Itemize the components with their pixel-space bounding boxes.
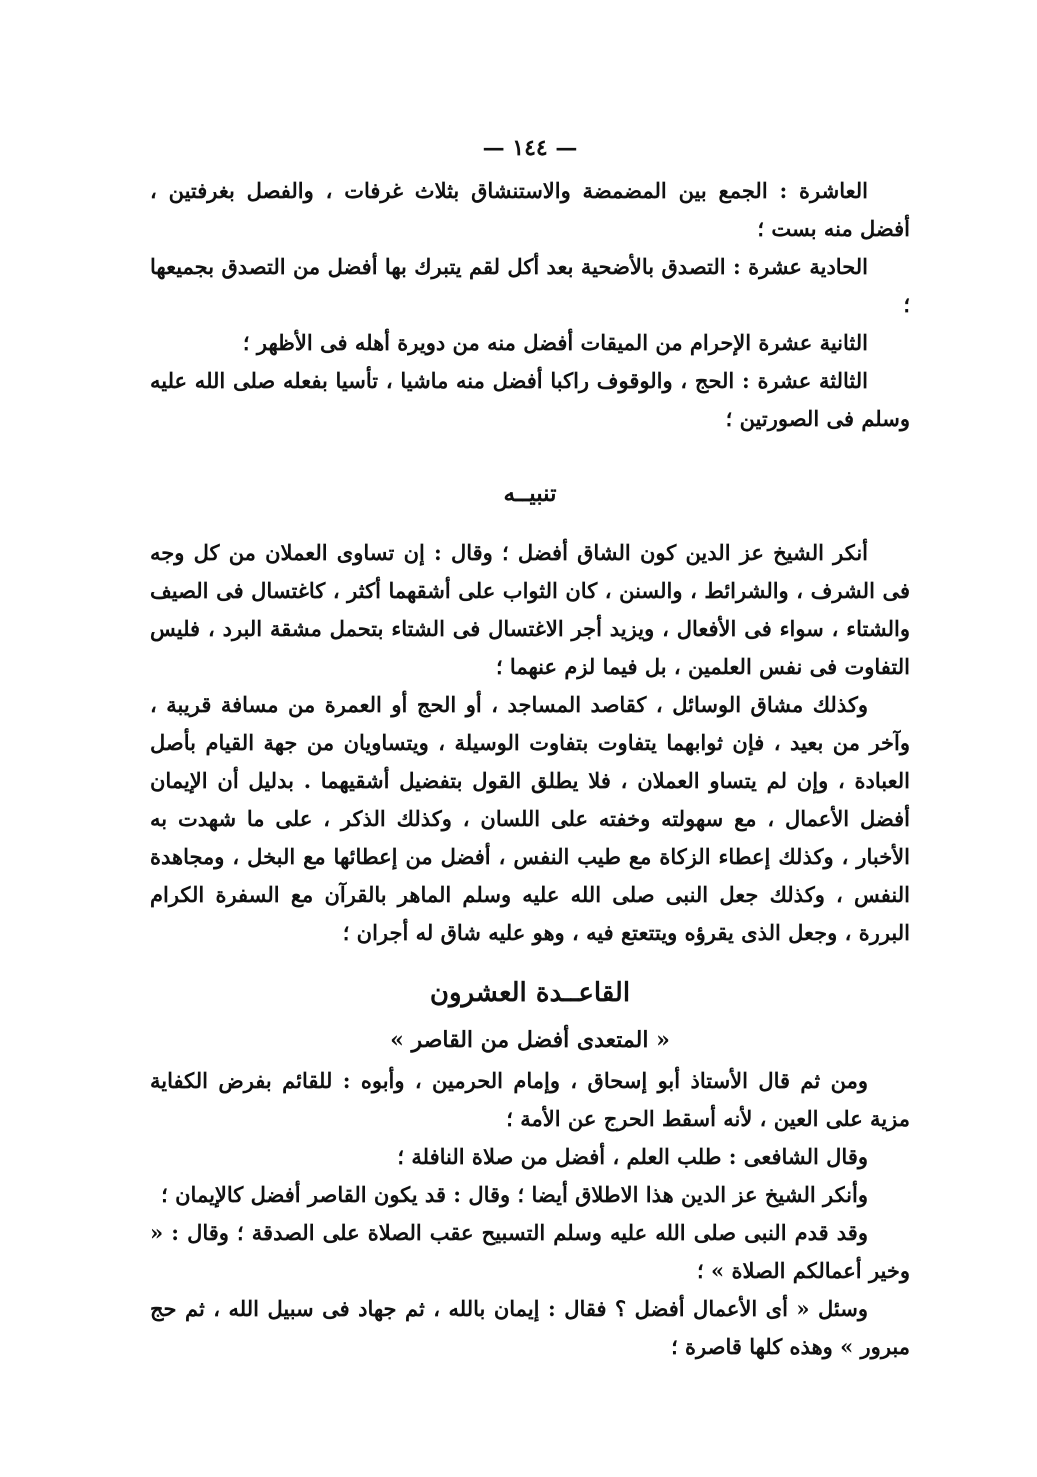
paragraph-tenth: العاشرة : الجمع بين المضمضة والاستنشاق بثلاث غرفات ، والفصل بغرفتين ، أفضل منه بست ؛ <box>150 178 910 241</box>
book-page <box>150 128 910 1428</box>
rule-paragraph: وقد قدم النبى صلى الله عليه وسلم التسبيح عقب الصلاة على الصدقة ؛ وقال : « وخير أعمالكم الصلاة » ؛ <box>150 1220 910 1283</box>
rule-section <box>150 1062 910 1366</box>
enumerated-items <box>150 172 910 438</box>
rule-paragraph: وسئل « أى الأعمال أفضل ؟ فقال : إيمان بالله ، ثم جهاد فى سبيل الله ، ثم حج مبرور » وهذه كلها قاصرة ؛ <box>150 1296 910 1359</box>
paragraph-twelfth: الثانية عشرة الإحرام من الميقات أفضل منه من دويرة أهله فى الأظهر ؛ <box>242 330 868 355</box>
page-number: — ١٤٤ — <box>482 135 578 161</box>
paragraph-eleventh: الحادية عشرة : التصدق بالأضحية بعد أكل لقم يتبرك بها أفضل من التصدق بجميعها ؛ <box>150 254 910 317</box>
note-paragraph: وكذلك مشاق الوسائل ، كقاصد المساجد ، أو الحج أو العمرة من مسافة قريبة ، وآخر من بعيد ، فإن ثوابهما يتفاوت بتفاوت الوسيلة ، ويتساويان من جهة القيام بأصل العبادة ، وإن لم يتساو العملان ، فلا يطلق القول بتفضيل أشقيهما . بدليل أن الإيمان أفضل الأعمال ، مع سهولته وخفته على اللسان ، وكذلك الذكر ، على ما شهدت به الأخبار ، وكذلك إعطاء الزكاة مع طيب النفس ، أفضل من إعطائها مع البخل ، ومجاهدة النفس ، وكذلك جعل النبى صلى الله عليه وسلم الماهر بالقرآن مع السفرة الكرام البررة ، وجعل الذى يقرؤه ويتتعتع فيه ، وهو عليه شاق له أجران ؛ <box>150 692 910 945</box>
note-section <box>150 534 910 952</box>
note-heading: تنبيــه <box>503 480 557 507</box>
paragraph-thirteenth: الثالثة عشرة : الحج ، والوقوف راكبا أفضل منه ماشيا ، تأسيا بفعله صلى الله عليه وسلم فى الصورتين ؛ <box>150 368 910 431</box>
rule-paragraph: وقال الشافعى : طلب العلم ، أفضل من صلاة النافلة ؛ <box>397 1144 868 1169</box>
rule-subheading: « المتعدى أفضل من القاصر » <box>390 1027 670 1053</box>
rule-paragraph: وأنكر الشيخ عز الدين هذا الاطلاق أيضا ؛ وقال : قد يكون القاصر أفضل كالإيمان ؛ <box>161 1182 868 1207</box>
rule-paragraph: ومن ثم قال الأستاذ أبو إسحاق ، وإمام الحرمين ، وأبوه : للقائم بفرض الكفاية مزية على العين ، لأنه أسقط الحرج عن الأمة ؛ <box>150 1068 910 1131</box>
rule-heading: القاعــدة العشرون <box>429 978 631 1008</box>
note-paragraph: أنكر الشيخ عز الدين كون الشاق أفضل ؛ وقال : إن تساوى العملان من كل وجه فى الشرف ، والشرائط ، والسنن ، كان الثواب على أشقهما أكثر ، كاغتسال فى الصيف والشتاء ، سواء فى الأفعال ، ويزيد أجر الاغتسال فى الشتاء بتحمل مشقة البرد ، فليس التفاوت فى نفس العلمين ، بل فيما لزم عنهما ؛ <box>150 540 910 679</box>
